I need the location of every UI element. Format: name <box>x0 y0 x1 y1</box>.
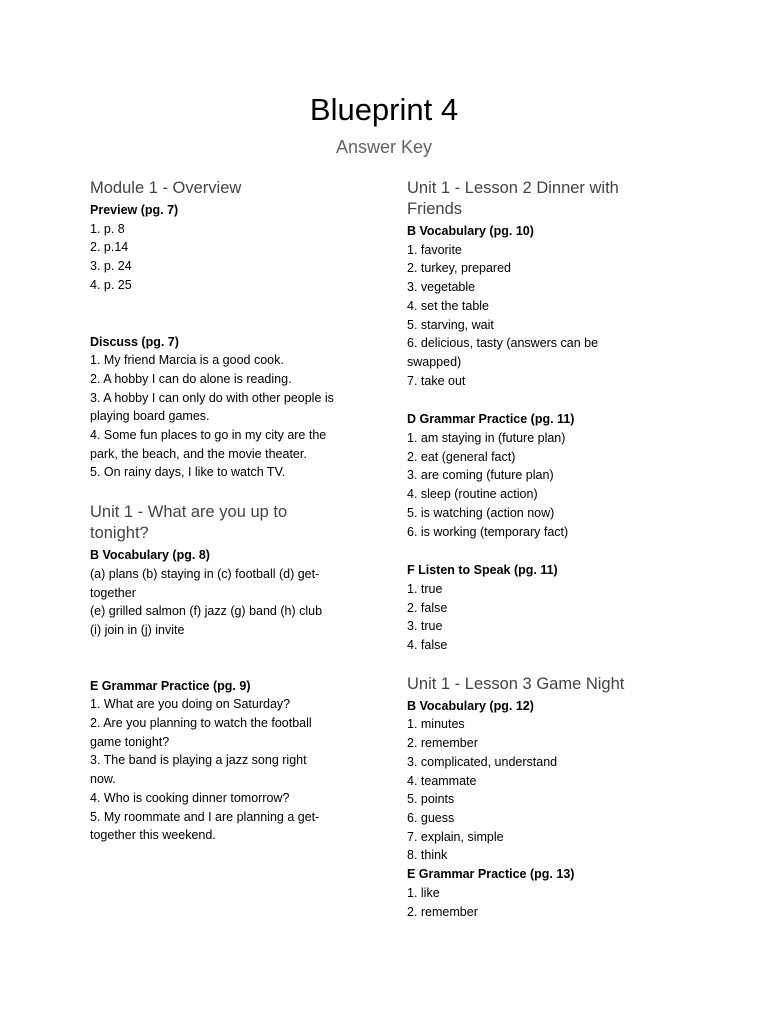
section-heading-unit-1: Unit 1 - What are you up to <box>90 503 288 522</box>
preview-answers <box>90 220 375 295</box>
answer-line: 7. explain, simple <box>407 829 504 844</box>
answer-line: 4. teammate <box>407 773 477 788</box>
answer-line: (e) grilled salmon (f) jazz (g) band (h) club <box>90 604 323 619</box>
answer-line: 4. p. 25 <box>90 277 132 292</box>
answer-line: 4. false <box>407 638 448 653</box>
answer-line: 1. am staying in (future plan) <box>407 431 566 446</box>
answer-line: 5. starving, wait <box>407 317 494 332</box>
discuss-answers <box>90 351 375 482</box>
answer-line: 2. Are you planning to watch the football <box>90 716 312 731</box>
grammar-answers <box>407 429 687 541</box>
answer-line: 1. true <box>407 581 443 596</box>
section-heading-module-1: Module 1 - Overview <box>90 179 242 197</box>
answer-line: playing board games. <box>90 409 210 424</box>
vocab3-answers <box>407 715 687 865</box>
answer-line: 2. remember <box>407 736 478 751</box>
answer-line: 4. Who is cooking dinner tomorrow? <box>90 790 290 805</box>
left-column <box>90 178 375 845</box>
answer-line: swapped) <box>407 354 462 369</box>
answer-line: 2. remember <box>407 904 478 919</box>
answer-line: together this weekend. <box>90 828 216 843</box>
answer-line: 2. p.14 <box>90 240 129 255</box>
grammar-answers <box>90 695 375 845</box>
answer-line: 3. complicated, understand <box>407 754 558 769</box>
section-heading-lesson-3: Unit 1 - Lesson 3 Game Night <box>407 674 625 693</box>
section-heading-unit-1-cont: tonight? <box>90 524 149 543</box>
answer-line: (a) plans (b) staying in (c) football (d) get- <box>90 566 320 581</box>
answer-line: 1. minutes <box>407 717 465 732</box>
answer-line: 2. turkey, prepared <box>407 261 511 276</box>
answer-line: now. <box>90 772 116 787</box>
subheading-b-vocabulary-lesson-3: B Vocabulary (pg. 12) <box>407 698 534 713</box>
answer-line: 4. Some fun places to go in my city are the <box>90 428 327 443</box>
answer-line: 1. What are you doing on Saturday? <box>90 697 291 712</box>
document-title: Blueprint 4 <box>309 92 459 127</box>
answer-line: 7. take out <box>407 373 466 388</box>
subheading-discuss: Discuss (pg. 7) <box>90 334 179 349</box>
subheading-e-grammar-practice: E Grammar Practice (pg. 9) <box>90 678 251 693</box>
answer-line: 1. like <box>407 885 440 900</box>
answer-line: 6. guess <box>407 810 455 825</box>
section-heading-lesson-2: Unit 1 - Lesson 2 Dinner with <box>407 179 619 197</box>
answer-line: 3. true <box>407 619 443 634</box>
subheading-b-vocabulary: B Vocabulary (pg. 10) <box>407 224 534 238</box>
answer-line: 2. A hobby I can do alone is reading. <box>90 371 292 386</box>
answer-line: game tonight? <box>90 734 170 749</box>
subheading-f-listen-to-speak: F Listen to Speak (pg. 11) <box>407 563 558 578</box>
answer-line: 4. set the table <box>407 298 490 313</box>
answer-line: 5. is watching (action now) <box>407 505 555 520</box>
answer-line: 8. think <box>407 848 448 863</box>
answer-line: 1. favorite <box>407 242 462 257</box>
answer-line: 4. sleep (routine action) <box>407 487 538 502</box>
answer-line: 1. My friend Marcia is a good cook. <box>90 353 284 368</box>
answer-line: 6. delicious, tasty (answers can be <box>407 336 599 351</box>
answer-line: 3. A hobby I can only do with other people is <box>90 390 334 405</box>
answer-line: 6. is working (temporary fact) <box>407 524 569 539</box>
subheading-e-grammar-practice-lesson-3: E Grammar Practice (pg. 13) <box>407 867 575 882</box>
answer-line: 5. points <box>407 792 455 807</box>
answer-line: together <box>90 585 136 600</box>
answer-line: park, the beach, and the movie theater. <box>90 446 307 461</box>
right-column <box>407 178 687 921</box>
subheading-b-vocabulary: B Vocabulary (pg. 8) <box>90 548 210 563</box>
grammar3-answers <box>407 884 687 921</box>
answer-line: 3. The band is playing a jazz song right <box>90 753 307 768</box>
answer-line: 1. p. 8 <box>90 221 125 236</box>
listen-answers <box>407 580 687 655</box>
vocab-answers <box>90 565 375 640</box>
document-subtitle: Answer Key <box>335 137 433 157</box>
answer-line: 2. eat (general fact) <box>407 449 516 464</box>
vocab-answers <box>407 241 687 391</box>
answer-line: (i) join in (j) invite <box>90 622 185 637</box>
subheading-d-grammar-practice: D Grammar Practice (pg. 11) <box>407 412 575 427</box>
answer-line: 5. My roommate and I are planning a get- <box>90 809 320 824</box>
answer-line: 3. p. 24 <box>90 259 132 274</box>
answer-line: 2. false <box>407 600 448 615</box>
answer-line: 3. vegetable <box>407 280 476 295</box>
section-heading-lesson-2-cont: Friends <box>407 200 463 218</box>
subheading-preview: Preview (pg. 7) <box>90 203 179 217</box>
answer-line: 3. are coming (future plan) <box>407 468 554 483</box>
answer-line: 5. On rainy days, I like to watch TV. <box>90 465 286 480</box>
